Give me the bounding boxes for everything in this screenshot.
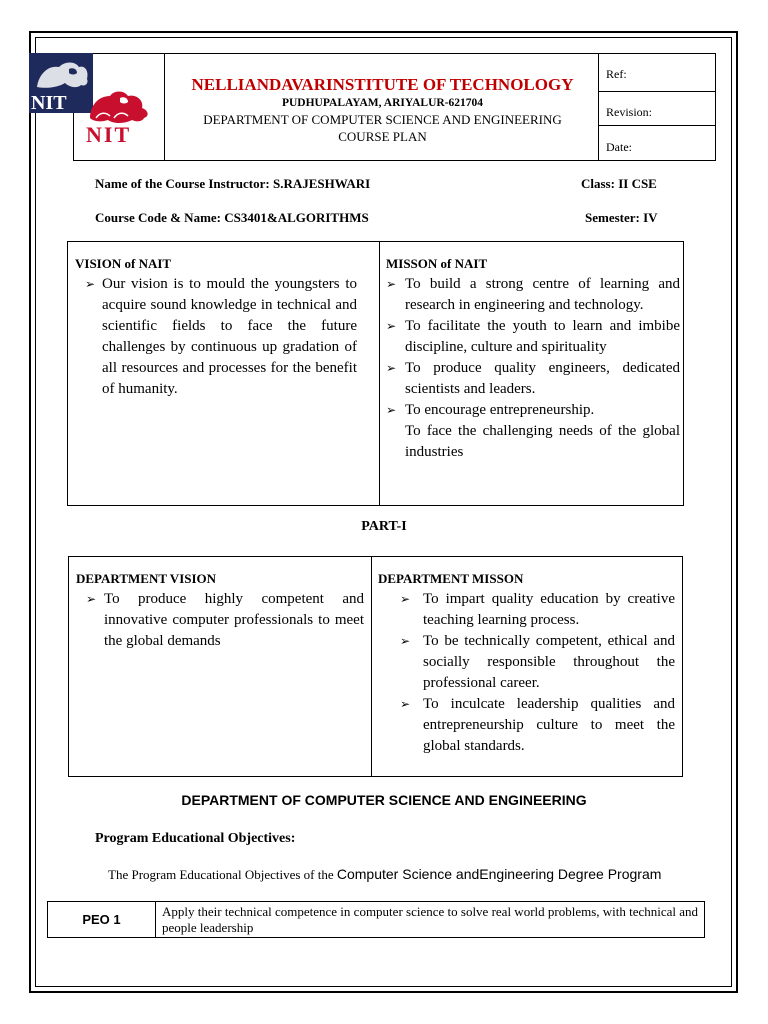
nait-mission-item: ➢ To facilitate the youth to learn and imbibe discipline, culture and spirituality bbox=[386, 316, 680, 358]
arrow-bullet-icon: ➢ bbox=[386, 403, 397, 417]
department-heading: DEPARTMENT OF COMPUTER SCIENCE AND ENGINEERING bbox=[181, 792, 587, 808]
peo-title: Program Educational Objectives: bbox=[95, 831, 296, 846]
ref-label: Ref: bbox=[599, 54, 715, 92]
nait-mission-item: ➢ To produce quality engineers, dedicated scientists and leaders. bbox=[386, 358, 680, 400]
course-instructor: Name of the Course Instructor: S.RAJESHWARI bbox=[95, 176, 371, 191]
arrow-bullet-icon: ➢ bbox=[85, 277, 96, 291]
institute-address: PUDHUPALAYAM, ARIYALUR-621704 bbox=[281, 97, 484, 109]
peo-intro-serif: The Program Educational Objectives of the bbox=[108, 867, 337, 882]
nait-vision-item bbox=[75, 274, 357, 400]
department-name: DEPARTMENT OF COMPUTER SCIENCE AND ENGINEERING bbox=[203, 112, 562, 127]
course-code-name: Course Code & Name: CS3401&ALGORITHMS bbox=[95, 210, 369, 225]
peo-intro bbox=[95, 865, 685, 884]
revision-label: Revision: bbox=[599, 92, 715, 126]
table-divider bbox=[371, 557, 372, 776]
logo-small-text: NIT bbox=[31, 92, 67, 113]
nait-vision-heading: VISION of NAIT bbox=[75, 256, 172, 271]
arrow-bullet-icon: ➢ bbox=[400, 634, 411, 648]
dept-mission-item: ➢ To inculcate leadership qualities and entrepreneurship culture to meet the global standards. bbox=[378, 694, 675, 757]
document-type: COURSE PLAN bbox=[338, 129, 427, 144]
nait-vision-cell bbox=[75, 256, 357, 400]
dept-mission-cell bbox=[378, 571, 675, 757]
nait-mission-item: ➢ To build a strong centre of learning and research in engineering and technology. bbox=[386, 274, 680, 316]
dept-vision-item: ➢ To produce highly competent and innovative computer professionals to meet the global demands bbox=[76, 589, 364, 652]
table-divider bbox=[379, 242, 380, 505]
peo-text: Apply their technical competence in computer science to solve real world problems, with technical and people leadership bbox=[162, 904, 699, 935]
dept-mission-item: ➢ To be technically competent, ethical and socially responsible throughout the professional career. bbox=[378, 631, 675, 694]
logo-main-text: NIT bbox=[86, 122, 132, 144]
peo-intro-sans: Computer Science andEngineering Degree Program bbox=[336, 866, 662, 882]
nit-logo-main-icon bbox=[84, 88, 156, 144]
nait-mission-heading: MISSON of NAIT bbox=[386, 256, 488, 271]
arrow-bullet-icon: ➢ bbox=[386, 361, 397, 375]
arrow-bullet-icon: ➢ bbox=[400, 697, 411, 711]
date-label: Date: bbox=[606, 140, 632, 154]
course-class: Class: II CSE bbox=[581, 176, 657, 191]
nait-mission-cell bbox=[386, 256, 680, 463]
dept-mission-heading: DEPARTMENT MISSON bbox=[378, 571, 524, 586]
dept-vision-heading: DEPARTMENT VISION bbox=[76, 571, 217, 586]
header-box bbox=[73, 53, 716, 161]
nait-mission-item: ➢ To encourage entrepreneurship. bbox=[386, 400, 680, 421]
dept-mission-item: ➢ To impart quality education by creative teaching learning process. bbox=[378, 589, 675, 631]
arrow-bullet-icon: ➢ bbox=[386, 319, 397, 333]
nait-mission-continuation: To face the challenging needs of the global industries bbox=[405, 423, 680, 460]
part-label: PART-I bbox=[361, 519, 407, 534]
nait-vision-text: Our vision is to mould the youngsters to acquire sound knowledge in technical and scientific fields to face the future challenges by continuous up gradation of all resources and processes for the benefit of humanity. bbox=[102, 276, 357, 397]
course-semester: Semester: IV bbox=[585, 210, 658, 225]
institute-name: NELLIANDAVARINSTITUTE OF TECHNOLOGY bbox=[191, 75, 574, 94]
arrow-bullet-icon: ➢ bbox=[400, 592, 411, 606]
peo-table bbox=[47, 901, 705, 938]
peo-label: PEO 1 bbox=[48, 902, 156, 937]
arrow-bullet-icon: ➢ bbox=[386, 277, 397, 291]
meta-column bbox=[598, 54, 715, 160]
arrow-bullet-icon: ➢ bbox=[86, 592, 97, 606]
dept-vision-cell bbox=[76, 571, 364, 652]
